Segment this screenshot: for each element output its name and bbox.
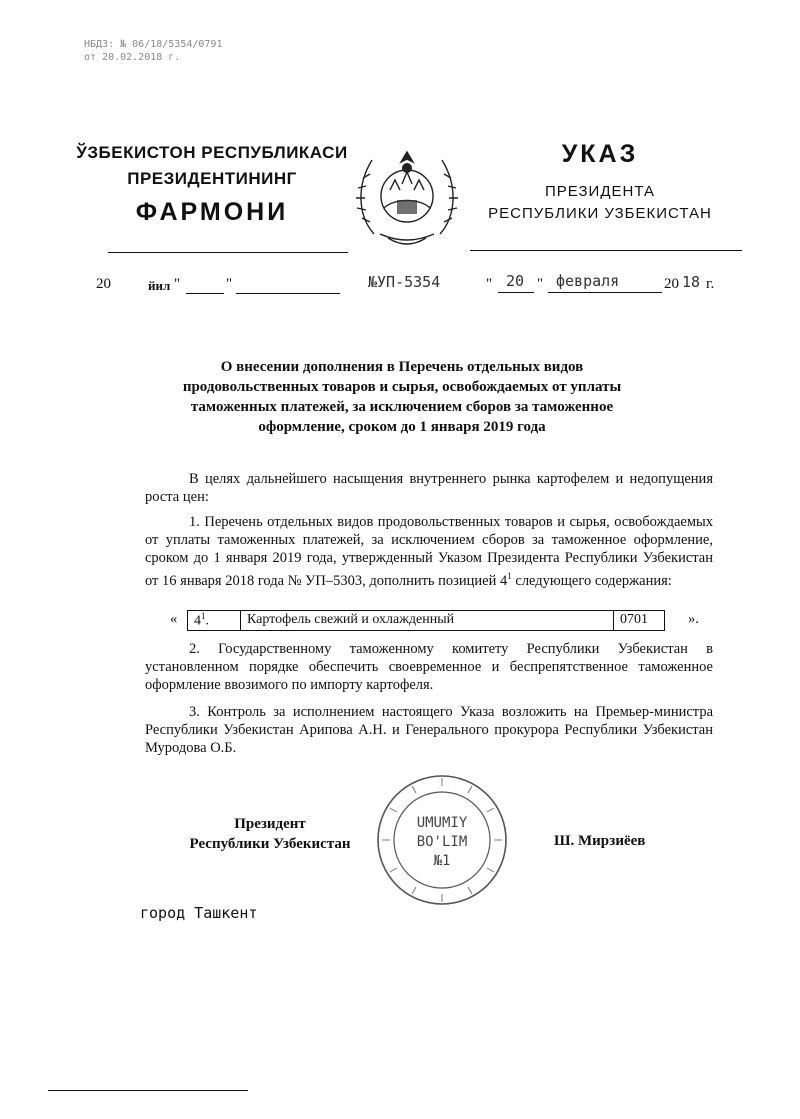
stamp-line3: №1 (433, 853, 451, 869)
header-divider-left (108, 252, 348, 253)
header-uz-title: ФАРМОНИ (135, 198, 289, 226)
date-quote-open: " (174, 276, 181, 292)
registration-number: НБДЗ: № 06/18/5354/0791 (84, 39, 223, 50)
item-3: 3. Контроль за исполнением настоящего Указа возложить на Премьер-министра Республики Узбекистан Арипова А.Н. и Генерального прокурора Республики Узбекистан Муродова О.Б. (145, 704, 713, 756)
item-2: 2. Государственному таможенному комитету Республики Узбекистан в установленном порядке обеспечить своевременное и беспрепятственное таможенное оформление ввозимого по импорту картофеля. (145, 641, 713, 693)
date-month-underline (548, 292, 662, 293)
date-month: февраля (556, 272, 620, 290)
official-stamp (374, 772, 510, 908)
stamp-line1: UMUMIY (416, 815, 468, 831)
date-day: 20 (506, 272, 525, 290)
insert-hs-code: 0701 (614, 611, 665, 631)
header-divider-right (470, 250, 742, 251)
insert-close-quote: ». (688, 611, 699, 627)
signatory-position: Президент Республики Узбекистан (189, 816, 351, 852)
item-1: 1. Перечень отдельных видов продовольственных товаров и сырья, освобождаемых от уплаты таможенных платежей, за исключением сборов за таможенное оформление, сроком до 1 января 2019 года, утвержденный Указом Президента Республики Узбекистан от 16 января 2018 года № УП–5303, дополнить позицией $4^1$ следующего содержания: (145, 514, 713, 589)
insert-table (187, 610, 665, 631)
stamp-line2: BO'LIM (416, 834, 468, 850)
decree-number: №УП-5354 (368, 273, 441, 291)
date-year-prefix: 20 (96, 276, 111, 292)
registration-date: от 20.02.2018 г. (84, 52, 181, 63)
table-row (188, 611, 665, 631)
signatory-name: Ш. Мирзиёев (554, 833, 646, 849)
insert-open-quote: « (170, 611, 178, 627)
date-year-prefix-2: 20 (664, 276, 679, 292)
date-quote-open-2: " (486, 276, 493, 292)
date-month-blank (236, 293, 340, 294)
header-ru-line3: РЕСПУБЛИКИ УЗБЕКИСТАН (488, 205, 712, 222)
header-ru-line2: ПРЕЗИДЕНТА (545, 183, 655, 200)
decree-title: О внесении дополнения в Перечень отдельных видов продовольственных товаров и сырья, освобождаемых от уплаты таможенных платежей, за исключением сборов за таможенное оформление, сроком до 1 января 2019 года (182, 359, 622, 435)
date-day-underline (498, 292, 534, 293)
date-quote-close-2: " (537, 276, 544, 292)
date-quote-close: " (226, 276, 233, 292)
date-year-suffix: 18 (682, 273, 701, 291)
date-year-abbr: г. (706, 276, 715, 292)
date-yil-label: йил (148, 278, 171, 293)
date-day-blank (186, 293, 224, 294)
header-uz-line1: ЎЗБЕКИСТОН РЕСПУБЛИКАСИ (76, 143, 348, 162)
preamble: В целях дальнейшего насыщения внутреннего рынка картофелем и недопущения роста цен: (145, 471, 713, 505)
header-ru-title: УКАЗ (561, 140, 639, 168)
registration-mark (84, 38, 222, 64)
header-uz-line2: ПРЕЗИДЕНТИНИНГ (127, 169, 297, 188)
state-emblem-icon (352, 138, 462, 256)
footer-rule (48, 1090, 248, 1091)
place-of-signing: город Ташкент (140, 904, 258, 922)
insert-position: $4^1$. (188, 611, 241, 631)
insert-product-name: Картофель свежий и охлажденный (241, 611, 614, 631)
